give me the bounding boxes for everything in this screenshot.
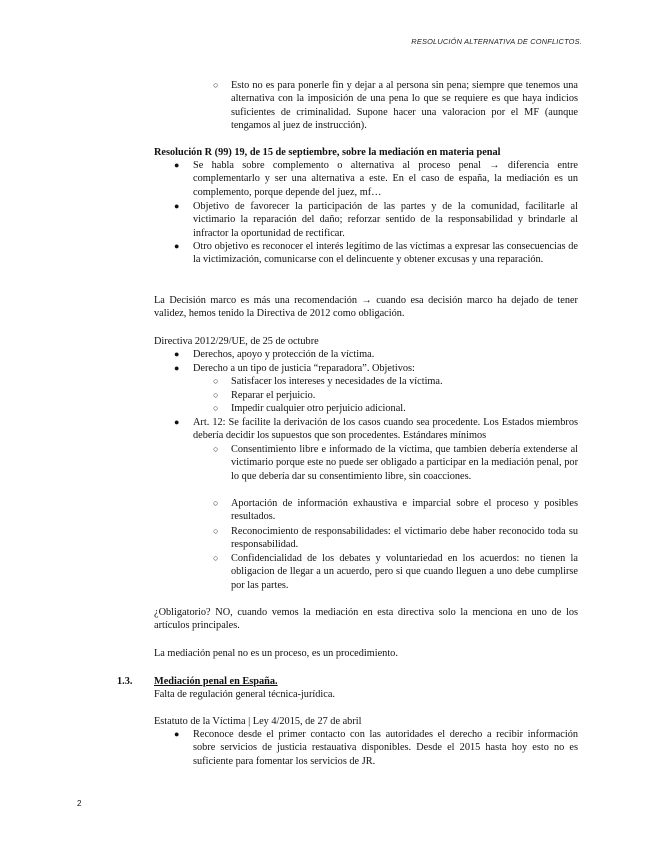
list-item (174, 348, 578, 361)
list-item-text: Confidencialidad de los debates y voluntariedad en los acuerdos: no tienen la obligacion de llegar a un acuerdo, pero si que cuando lleguen a uno debe cumplirse por las partes. (231, 553, 578, 591)
list-item (213, 79, 578, 133)
section-title: Mediación penal en España. (154, 676, 278, 687)
paragraph: La Decisión marco es más una recomendación → cuando esa decisión marco ha dejado de tener validez, hemos tenido la Directiva de 2012 como obligación. (154, 295, 578, 320)
bullet-circle-icon: ○ (213, 376, 219, 386)
bullet-dot-icon: ● (174, 363, 180, 373)
list-item-text: Satisfacer los intereses y necesidades de la víctima. (231, 376, 443, 387)
page-number: 2 (77, 799, 82, 808)
list-item (213, 375, 578, 388)
list-item (174, 416, 578, 443)
bullet-circle-icon: ○ (213, 390, 219, 400)
list-item-text: Aportación de información exhaustiva e imparcial sobre el proceso y posibles resultados. (231, 498, 578, 523)
paragraph: La mediación penal no es un proceso, es un procedimiento. (154, 648, 398, 659)
bullet-dot-icon: ● (174, 417, 180, 427)
list-item-text: Derecho a un tipo de justicia “reparadora”. Objetivos: (193, 363, 415, 374)
list-item-text: Impedir cualquier otro perjuicio adicional. (231, 403, 406, 414)
list-item (213, 497, 578, 524)
bullet-circle-icon: ○ (213, 444, 219, 454)
list-item-text: Consentimiento libre e informado de la víctima, que tambien debería extenderse al victimario porque este no puede ser obligado a participar en la mediación penal, por lo que debería dar su consentimiento libre, sin coacciones. (231, 444, 578, 482)
bullet-dot-icon: ● (174, 201, 180, 211)
bullet-dot-icon: ● (174, 241, 180, 251)
subsection-heading: Directiva 2012/29/UE, de 25 de octubre (154, 336, 319, 347)
bullet-dot-icon: ● (174, 349, 180, 359)
bullet-dot-icon: ● (174, 160, 180, 170)
list-item (213, 389, 578, 402)
list-item (213, 402, 578, 415)
subsection-heading: Estatuto de la Víctima | Ley 4/2015, de 27 de abril (154, 716, 362, 727)
list-item (174, 728, 578, 768)
bullet-circle-icon: ○ (213, 498, 219, 508)
list-item-text: Derechos, apoyo y protección de la víctima. (193, 349, 375, 360)
list-item (213, 525, 578, 552)
list-item (174, 240, 578, 267)
list-item (174, 159, 578, 199)
list-item-text: Reconocimiento de responsabilidades: el victimario debe haber reconocido toda su responsabilidad. (231, 526, 578, 551)
list-item-text: Reconoce desde el primer contacto con las autoridades el derecho a recibir información sobre servicios de justicia restauativa disponibles. Desde el 2015 hasta hoy esto no es suficiente para fomentar los servicios de JR. (193, 729, 578, 767)
list-item-text: Reparar el perjuicio. (231, 390, 316, 401)
list-item (213, 443, 578, 483)
bullet-circle-icon: ○ (213, 526, 219, 536)
list-item-text: Se habla sobre complemento o alternativa al proceso penal → diferencia entre complementarlo y ser una alternativa a este. En el caso de españa, la mediación es un complemento, porque depende del juez, mf… (193, 160, 578, 198)
bullet-circle-icon: ○ (213, 80, 219, 90)
paragraph: Falta de regulación general técnica-jurídica. (154, 689, 335, 700)
list-item (174, 362, 578, 375)
list-item (174, 200, 578, 240)
bullet-circle-icon: ○ (213, 403, 219, 413)
list-item-text: Objetivo de favorecer la participación de las partes y de la comunidad, facilitarle al victimario la reparación del daño; reforzar sentido de la responsabilidad y brindarle al infractor la oportunidad de rectificar. (193, 201, 578, 239)
running-header: RESOLUCIÓN ALTERNATIVA DE CONFLICTOS. (411, 37, 582, 46)
paragraph: ¿Obligatorio? NO, cuando vemos la mediación en esta directiva solo la menciona en uno de los artículos principales. (154, 607, 578, 632)
section-number: 1.3. (117, 676, 133, 687)
list-item-text: Esto no es para ponerle fin y dejar a al persona sin pena; siempre que tenemos una alternativa con la imposición de una pena lo que se requiere es que haya indicios suficientes de criminalidad. Supone hacer una valoracion por el MF (aunque tengamos al juez de instrucción). (231, 80, 578, 132)
bullet-dot-icon: ● (174, 729, 180, 739)
list-item-text: Art. 12: Se facilite la derivación de los casos cuando sea procedente. Los Estados miembros debería decidir los supuestos que son procedentes. Estándares mínimos (193, 417, 578, 442)
list-item (213, 552, 578, 592)
list-item-text: Otro objetivo es reconocer el interés legítimo de las víctimas a expresar las consecuencias de la victimización, comunicarse con el delincuente y obtener excusas y una reparación. (193, 241, 578, 266)
bullet-circle-icon: ○ (213, 553, 219, 563)
section-heading: Resolución R (99) 19, de 15 de septiembre, sobre la mediación en materia penal (154, 147, 501, 158)
